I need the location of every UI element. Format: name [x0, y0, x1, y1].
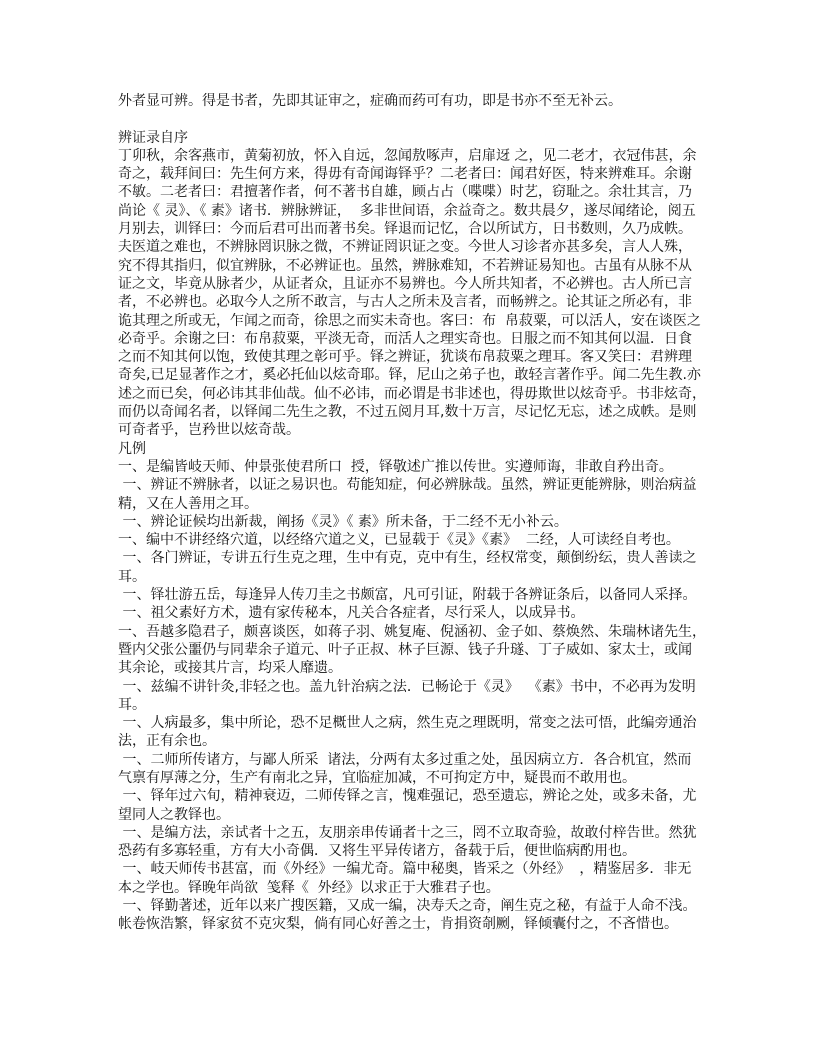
fanli-line: 望同人之教铎也。: [118, 806, 230, 823]
fanli-line: 一、铎年过六旬，精神衰迈，二师传铎之言，愧难强记，恐至遗忘，辨论之处，或多未备，尤: [118, 788, 697, 805]
preface-line: 者，不必辨也。必取今人之所不敢言，与古人之所未及言者，而畅辨之。论其证之所必有，非: [118, 294, 692, 311]
preface-line: 必奇乎。余谢之曰：布帛菽粟，平淡无奇，而活人之理实奇也。日服之而不知其何以温．日食: [118, 330, 692, 347]
fanli-line: 暨内父张公噩仍与同辈余子道元、叶子正叔、林子巨源、钱子升璲、丁子威如、家太士，或闻: [118, 641, 692, 658]
preface-line: 诡其理之所或无，乍闻之而奇，徐思之而实未奇也。客曰：布 帛菽粟，可以活人，安在谈医之: [118, 312, 701, 329]
fanli-heading: 凡例: [118, 440, 146, 457]
fanli-line: 一、人病最多，集中所论，恐不足概世人之病，然生克之理既明，常变之法可悟，此编旁通治: [118, 715, 697, 732]
fanli-line: 其余论，或接其片言，均采人靡遗。: [118, 660, 342, 677]
blank-line: [118, 110, 708, 128]
fanli-line: 一、铎勤著述，近年以来广搜医籍，又成一编，决寿夭之奇，阐生克之秘，有益于人命不浅。: [118, 898, 697, 915]
fanli-body: [118, 458, 708, 934]
preface-line: 丁卯秋，余客燕市，黄菊初放，怀入自远，忽闻敖啄声，启扉迓 之，见二老才，衣冠伟甚，余: [118, 147, 697, 164]
fanli-line: 一、编中不讲经络穴道，以经络穴道之义，已显载于《灵》《素》 二经，人可读经自考也。: [118, 532, 680, 549]
fanli-line: 耳。: [118, 568, 146, 585]
preface-line: 奇之，载拜间曰：先生何方来，得毋有奇闻诲铎乎？二老者曰：闻君好医，特来辨难耳。余谢: [118, 166, 692, 183]
preface-heading: 辨证录自序: [118, 129, 188, 146]
preface-line: 述之而已矣，何必讳其非仙哉。仙不必讳，而必谓是书非述也，得毋欺世以炫奇乎。书非炫奇，: [118, 385, 706, 402]
fanli-line: 一、岐天师传书甚富，而《外经》一编尤奇。篇中秘奥，皆采之（外经》 ，精鉴居多．非无: [118, 861, 692, 878]
document-page: [118, 92, 708, 934]
fanli-line: 一、吾越多隐君子，颇喜谈医，如蒋子羽、姚复庵、倪涵初、金子如、蔡焕然、朱瑞林诸先生，: [118, 623, 706, 640]
preface-line: 不敏。二老者曰：君擅著作者，何不著书自雄，顾占占（喋喋）时艺，窃耻之。余壮其言，乃: [118, 184, 692, 201]
fanli-line: 一、辨证不辨脉者，以证之易识也。苟能知症，何必辨脉哉。虽然，辨证更能辨脉，则治病益: [118, 477, 697, 494]
fanli-line: 气禀有厚薄之分，生产有南北之异，宜临症加减，不可拘定方中，疑畏而不敢用也。: [118, 769, 636, 786]
preface-line: 而仍以奇闻名者，以铎闻二先生之教，不过五阅月耳,数十万言，尽记忆无忘，述之成帙。是则: [118, 404, 697, 421]
fanli-line: 本之学也。铎晚年尚欲 笺释《 外经》以求正于大雅君子也。: [118, 879, 500, 896]
fanli-line: 耳。: [118, 696, 146, 713]
fanli-line: 一、祖父素好方术，遗有家传秘本，凡关合各症者，尽行采人，以成异书。: [118, 605, 585, 622]
fanli-line: 一、辨论证候均出新裁，阐扬《灵》《 素》所未备，于二经不无小补云。: [118, 513, 568, 530]
fanli-line: 精，又在人善用之耳。: [118, 495, 258, 512]
fanli-line: 一、铎壮游五岳，每逢异人传刀圭之书颇富，凡可引证，附载于各辨证条后，以备同人采择。: [118, 587, 697, 604]
preface-line: 尚论《 灵》、《 素》诸书．辨脉辨证， 多非世间语，余益奇之。数共晨夕，遂尽闻绪论，阅五: [118, 202, 696, 219]
fanli-line: 一、各门辨证，专讲五行生克之理，生中有克，克中有生，经权常变，颠倒纷纭，贵人善读之: [118, 550, 697, 567]
fanli-line: 法，正有余也。: [118, 733, 216, 750]
fanli-line: 一、是编皆岐天师、仲景张使君所口 授，铎敬述广推以传世。实遵师诲，非敢自矜出奇。: [118, 458, 673, 475]
fanli-line: 一、兹编不讲针灸,非轻之也。盖九针治病之法．已畅论于《灵》 《素》书中，不必再为发明: [118, 678, 696, 695]
fanli-line: 帐卷恢浩繁，铎家贫不克灾梨，倘有同心好善之士，肯捐资剞劂，铎倾囊付之，不吝惜也。: [118, 916, 678, 933]
preface-line: 究不得其指归，似宜辨脉，不必辨证也。虽然，辨脉难知，不若辨证易知也。古虽有从脉不从: [118, 257, 692, 274]
preface-line: 之而不知其何以饱，致使其理之彰可乎。铎之辨证，犹谈布帛菽粟之理耳。客又笑曰：君辨理: [118, 349, 692, 366]
preface-line: 可奇者乎，岂矜世以炫奇哉。: [118, 422, 300, 439]
preface-line: 夫医道之难也，不辨脉罔识脉之微，不辨证罔识证之变。今世人习诊者亦甚多矣，言人人殊，: [118, 239, 692, 256]
preface-body: [118, 147, 708, 440]
preface-line: 奇矣,已足显著作之才，奚必托仙以炫奇耶。铎，尼山之弟子也，敢轻言著作乎。闻二先生教.亦: [118, 367, 701, 384]
fanli-line: 一、是编方法，亲试者十之五，友朋亲串传诵者十之三，罔不立取奇验，故敢付梓告世。然犹: [118, 824, 697, 841]
preface-line: 证之文，毕竟从脉者少，从证者众，且证亦不易辨也。今人所共知者，不必辨也。古人所已言: [118, 275, 692, 292]
fanli-line: 一、二师所传诸方，与鄙人所采 诸法，分两有太多过重之处，虽因病立方．各合机宜，然而: [118, 751, 692, 768]
preface-line: 月别去，训铎曰：今而后君可出而著书矣。铎退而记忆，合以所试方，日书数则，久乃成帙。: [118, 221, 692, 238]
intro-tail-paragraph: 外者显可辨。得是书者，先即其证审之，症确而药可有功，即是书亦不至无补云。: [118, 93, 622, 109]
fanli-line: 恐药有多寡轻重，方有大小奇偶．又将生平异传诸方，备载于后，便世临病酌用也。: [118, 843, 636, 860]
